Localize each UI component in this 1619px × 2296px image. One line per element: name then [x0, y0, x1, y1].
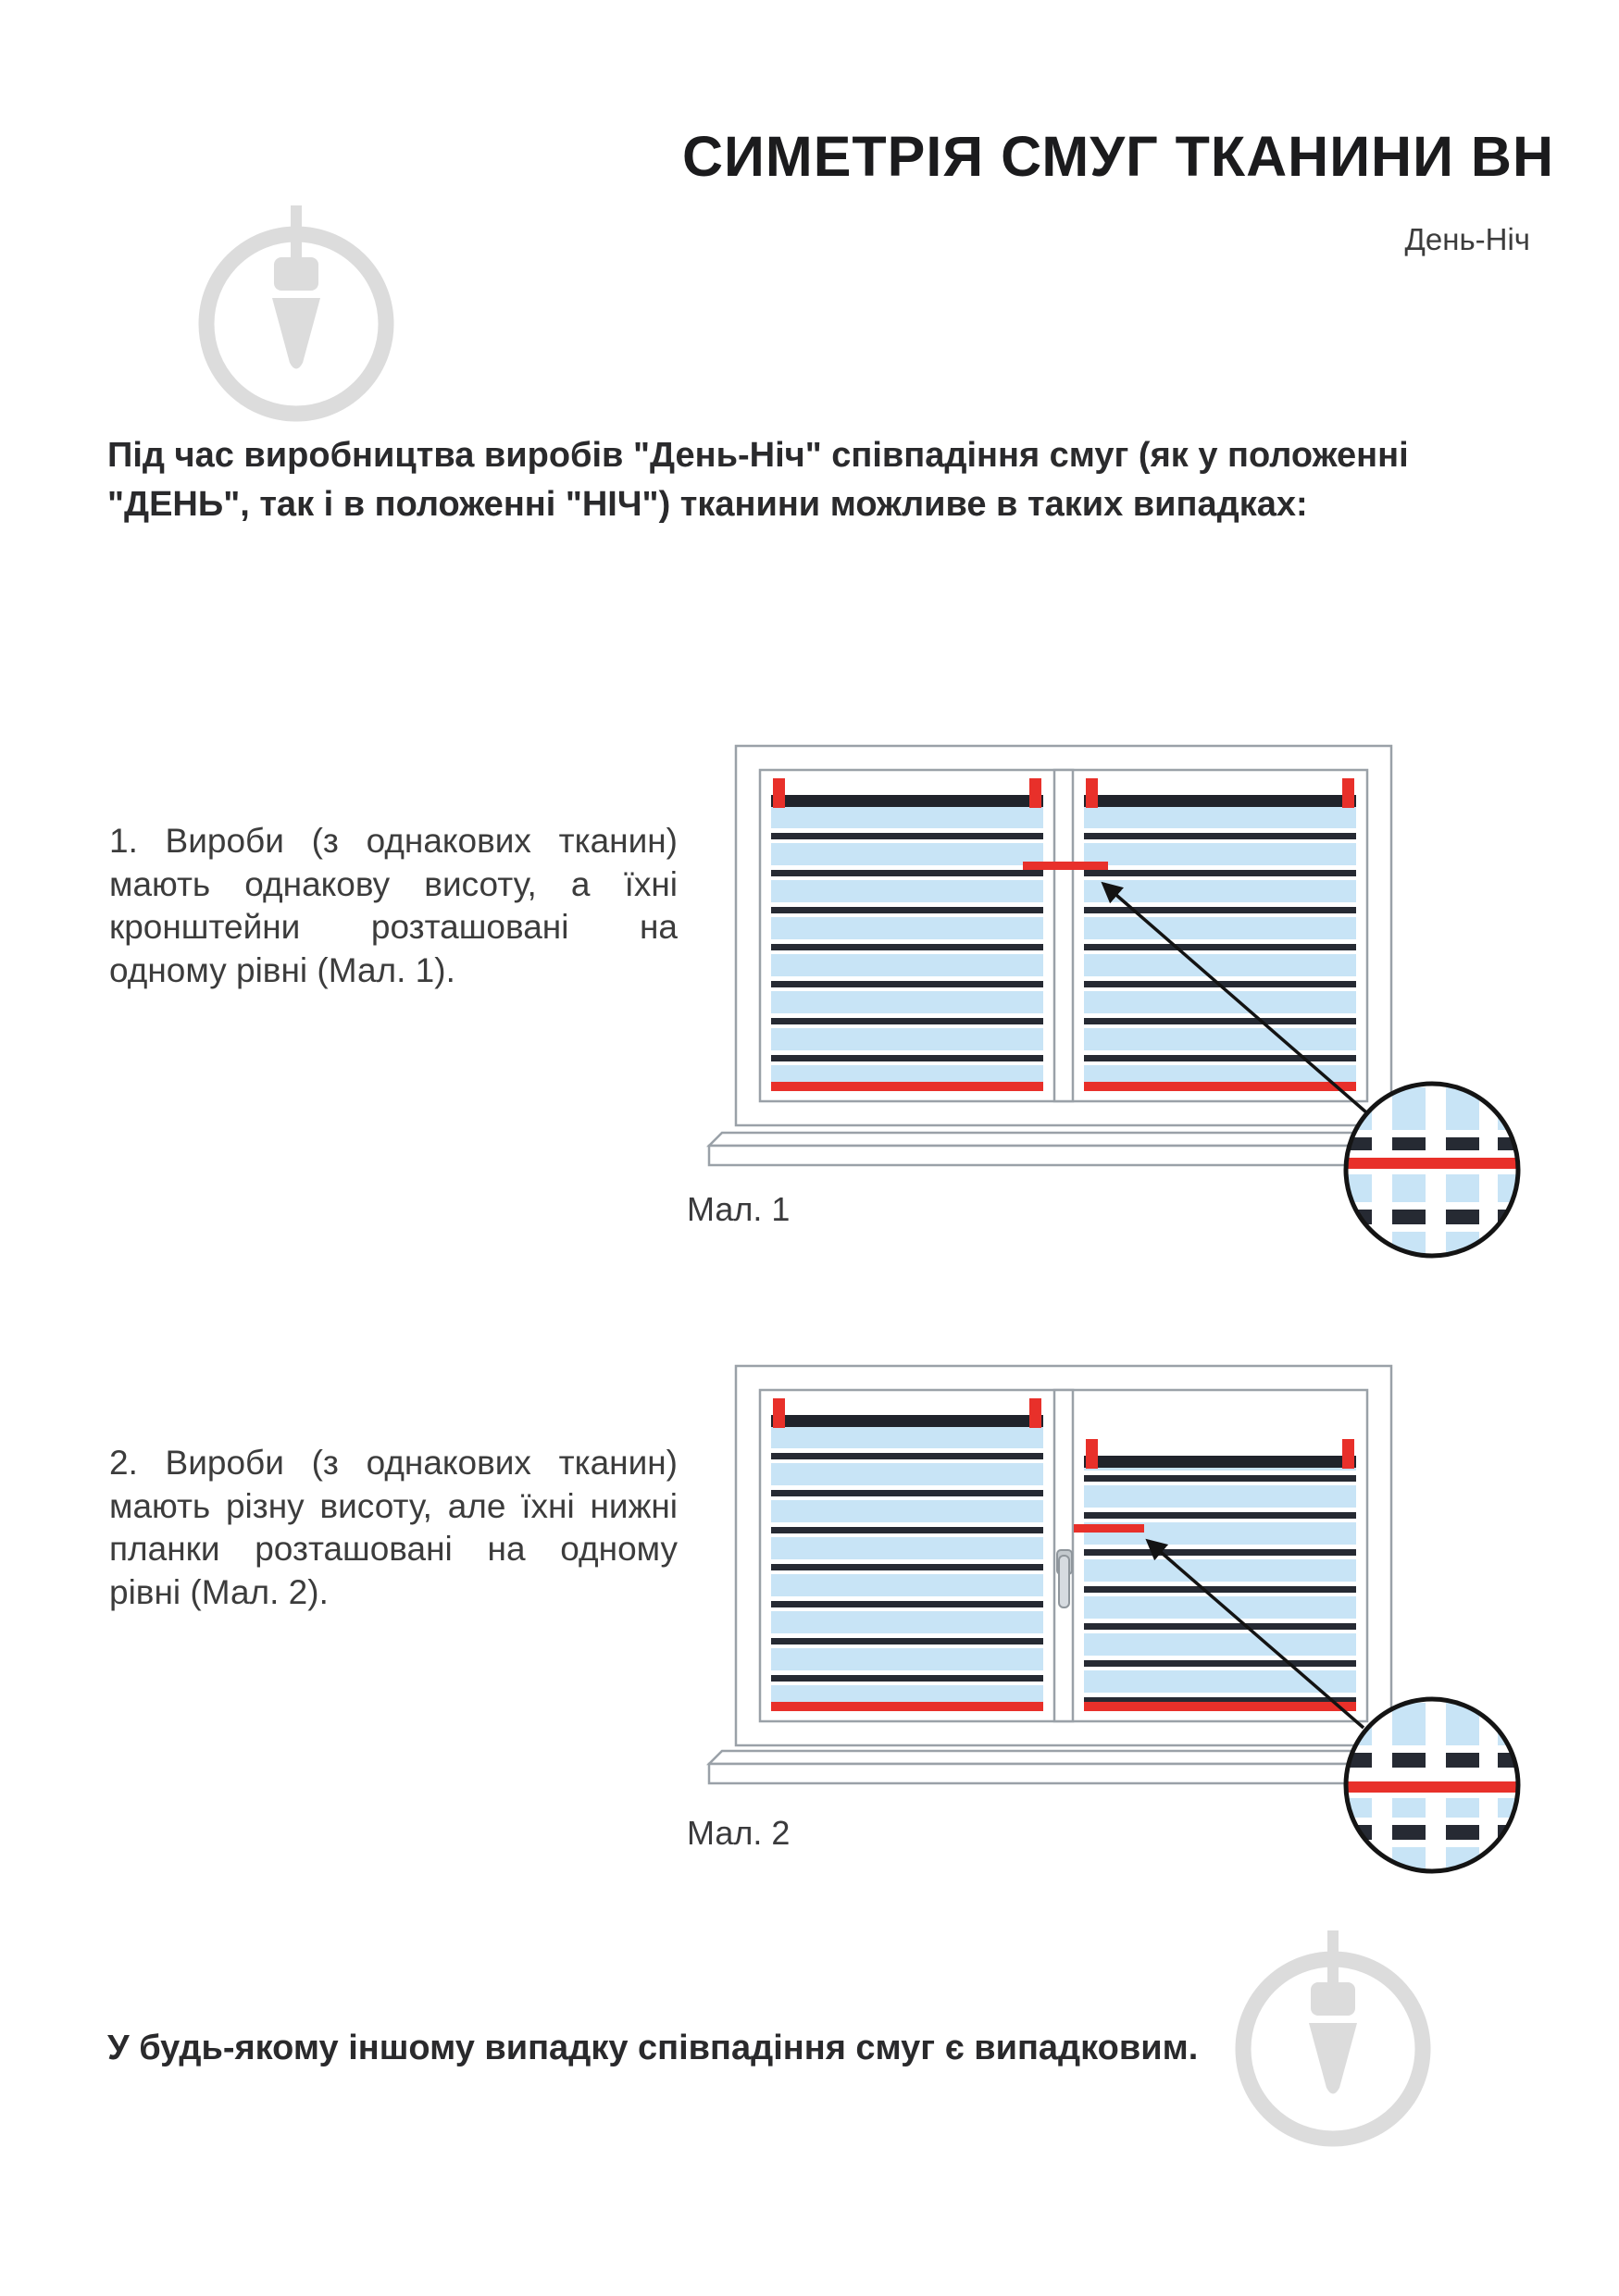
page-title: СИМЕТРІЯ СМУГ ТКАНИНИ ВН [681, 125, 1554, 188]
plumb-bob-icon [1309, 1930, 1357, 2094]
left-blind-bracket-right [1029, 778, 1041, 808]
window-sill [709, 1751, 1416, 1783]
right-blind [1084, 1439, 1356, 1711]
window-handle [1057, 1550, 1072, 1607]
stripe-alignment-marker [1074, 1524, 1144, 1533]
left-blind-bottom-bar [771, 1702, 1043, 1711]
left-blind-bracket-left [773, 1398, 785, 1428]
right-blind-cassette [1084, 795, 1356, 807]
right-blind-bracket-left [1086, 778, 1098, 808]
watermark-ring [206, 234, 386, 414]
right-blind-bracket-left [1086, 1439, 1098, 1469]
figure-2-illustration [685, 1356, 1537, 1893]
plumb-bob-icon [272, 205, 320, 369]
figure-2-caption: Мал. 2 [687, 1814, 791, 1852]
right-blind-fabric [1084, 806, 1356, 1082]
brand-watermark-top [183, 205, 409, 437]
right-blind-bracket-right [1342, 778, 1354, 808]
page-subtitle: День-Ніч [1404, 222, 1530, 256]
left-blind [771, 1398, 1043, 1711]
right-blind-bracket-right [1342, 1439, 1354, 1469]
right-blind-bottom-bar [1084, 1082, 1356, 1091]
figure-1-caption: Мал. 1 [687, 1190, 791, 1228]
left-blind [771, 778, 1043, 1091]
right-blind [1084, 778, 1356, 1091]
window-sill [709, 1133, 1416, 1165]
figure-1-illustration [685, 736, 1537, 1272]
left-blind-fabric [771, 1426, 1043, 1702]
left-blind-bottom-bar [771, 1082, 1043, 1091]
stripe-alignment-marker [1023, 862, 1108, 870]
intro-paragraph: Під час виробництва виробів "День-Ніч" співпадіння смуг (як у положенні "ДЕНЬ", так і в положенні "НІЧ") тканини можливе в таких випадках: [107, 436, 1409, 525]
left-blind-bracket-left [773, 778, 785, 808]
closing-statement: У будь-якому іншому випадку співпадіння смуг є випадковим. [107, 2029, 1199, 2067]
left-blind-cassette [771, 795, 1043, 807]
figure-2-description: 2. Вироби (з однакових тканин) мають різну висоту, але їхні нижні планки розташовані на одному рівні (Мал. 2). [109, 1444, 678, 1611]
right-blind-bottom-bar [1084, 1702, 1356, 1711]
zoom-alignment-line [1342, 1158, 1522, 1169]
left-blind-cassette [771, 1415, 1043, 1427]
figure-1-description: 1. Вироби (з однакових тканин) мають однакову висоту, а їхні кронштейни розташовані на одному рівні (Мал. 1). [109, 822, 678, 989]
zoom-alignment-line [1342, 1781, 1522, 1793]
right-blind-fabric [1084, 1467, 1356, 1702]
left-blind-bracket-right [1029, 1398, 1041, 1428]
left-blind-fabric [771, 806, 1043, 1082]
right-blind-cassette [1084, 1456, 1356, 1468]
